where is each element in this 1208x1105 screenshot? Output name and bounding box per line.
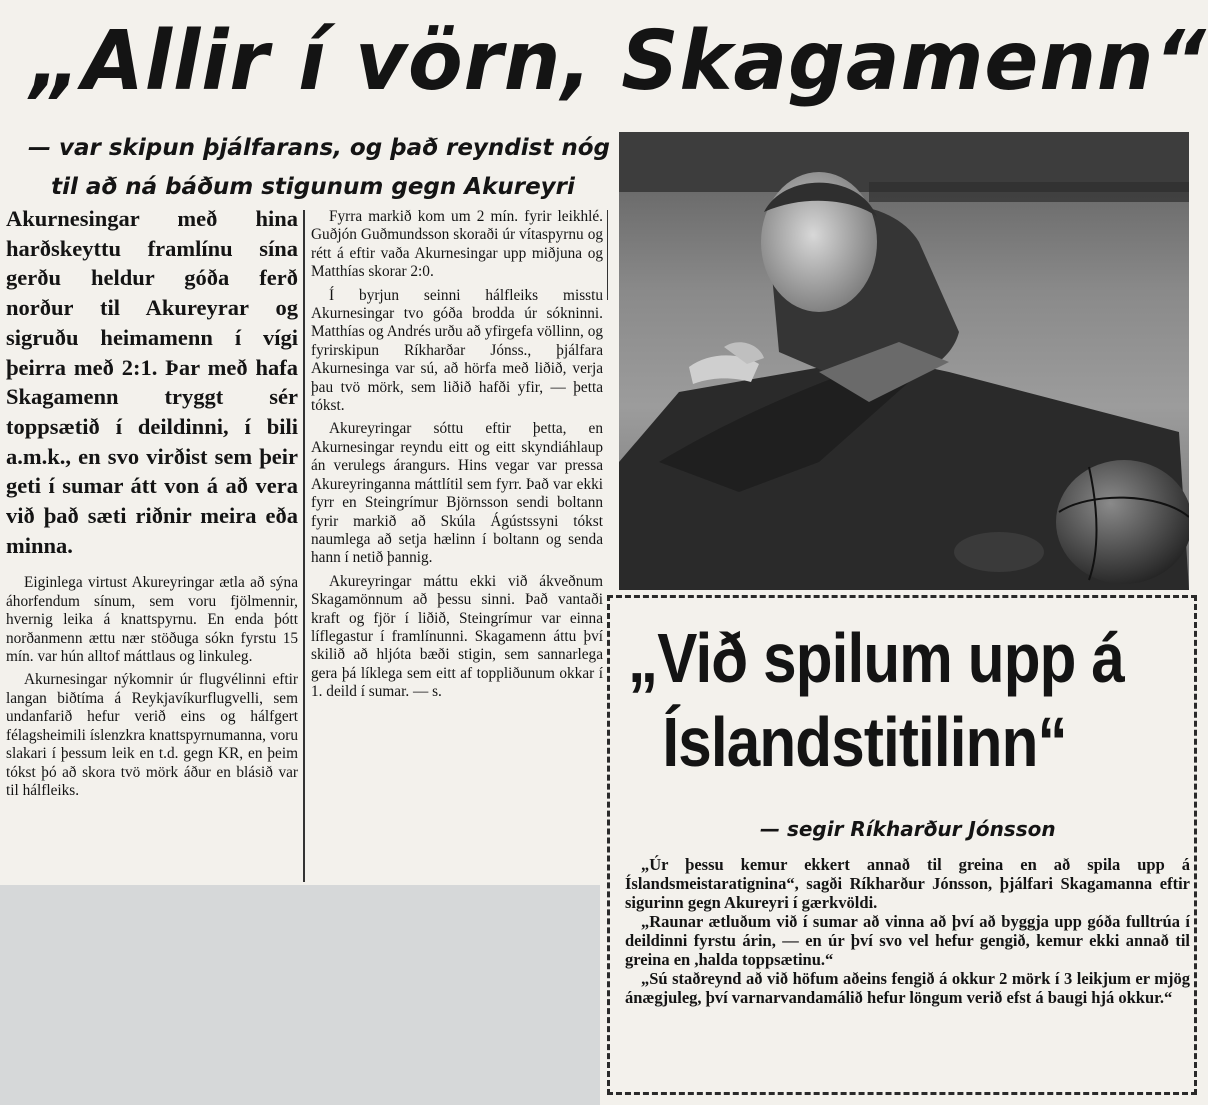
quote-byline: — segir Ríkharður Jónsson — [760, 817, 1056, 841]
subhead-line-2: til að ná báðum stigunum gegn Akureyri — [51, 174, 575, 200]
quote-box — [607, 595, 1197, 1095]
quote-paragraph: „Úr þessu kemur ekkert annað til greina en að spila upp á Íslandsmeistaratignina“, sagði Ríkharður Jónsson, þjálfari Skagamanna eftir sigurinn gegn Akureyri í gærkvöldi. — [625, 855, 1190, 912]
column-rule — [303, 210, 305, 882]
lead-paragraph: Akurnesingar með hina harðskeyttu framlínu sína gerðu heldur góða ferð norður til Akureyrar og sigruðu heimamenn í vígi þeirra með 2:1. Þar með hafa Skagamenn tryggt sér toppsætið í deildinni, í bili a.m.k., en svo virðist sem þeir geti í sumar átt von á að vera við það sæti riðnir meira eða minna. — [6, 206, 298, 558]
quote-headline — [628, 616, 1125, 784]
body-paragraph: Akureyringar sóttu eftir þetta, en Akurnesingar reyndu eitt og eitt skyndiáhlaup án verulegs árangurs. Hins vegar var pressa Akureyringanna máttlítil sem fyrr. Það var ekki fyrr en Steingrímur Björnsson sendi boltann fyrir markið að Skúla Ágústssyni tókst naumlega að setja hælinn í boltann og senda hann í netið þannig. — [311, 420, 603, 567]
quote-headline-line-1: „Við spilum upp á — [628, 619, 1125, 697]
body-paragraph: Eiginlega virtust Akureyringar ætla að sýna áhorfendum sínum, sem voru fjölmennir, hvernig leika á knattspyrnu. En enda þótt norðanmenn ættu nær stöðuga sókn fyrstu 15 mín. var hún alltof máttlaus og linkuleg. — [6, 574, 298, 666]
article-column-1 — [6, 204, 298, 800]
quote-body — [625, 855, 1190, 1007]
headline: „Allir í vörn, Skagamenn“ — [30, 14, 1207, 109]
body-paragraph: Akurnesingar nýkomnir úr flugvélinni eftir langan biðtíma á Reykjavíkurflugvelli, sem undanfarið hefur verið eins og hálfgert félagsheimili íslenzkra knattspyrnumanna, voru slakari í þessum leik en t.d. gegn KR, en þeim tókst þó að skora tvö mörk áður en blásið var til hálfleiks. — [6, 671, 298, 799]
body-paragraph: Akureyringar máttu ekki við ákveðnum Skagamönnum að þessu sinni. Það vantaði kraft og fjör í liðið, Steingrímur var einna líflegastur í framlínunni. Skagamenn áttu því skilið að hljóta bæði stigin, sem sannarlega gera þá líklega sem eitt af toppliðunum okkar í 1. deild í sumar. — s. — [311, 572, 603, 701]
coach-photo-image — [619, 132, 1189, 590]
coach-photo — [619, 132, 1189, 590]
quote-paragraph: „Sú staðreynd að við höfum aðeins fengið á okkur 2 mörk í 3 leikjum er mjög ánægjuleg, því varnarvandamálið hefur löngum verið efst á baugi hjá okkur.“ — [625, 969, 1190, 1007]
body-paragraph: Fyrra markið kom um 2 mín. fyrir leikhlé. Guðjón Guðmundsson skoraði úr vítaspyrnu og rétt á eftir vaða Akurnesingar upp miðjuna og Matthías skorar 2:0. — [311, 208, 603, 281]
quote-paragraph: „Raunar ætluðum við í sumar að vinna að því að byggja upp góða fulltrúa í deildinni fyrstu árin, — en úr því svo vel hefur gengið, kemur ekki annað til greina en ,halda toppsætinu.“ — [625, 912, 1190, 969]
article-column-2 — [311, 208, 603, 702]
column-rule — [607, 210, 608, 300]
body-paragraph: Í byrjun seinni hálfleiks misstu Akurnesingar tvo góða brodda úr sókninni. Matthías og Andrés urðu að yfirgefa völlinn, og fyrirskipun Ríkharðar Jónss., þjálfara Akurnesinga var sú, að hörfa með liðið, verja þau tvö mörk, sem liðið hafði yfir, — þetta tókst. — [311, 286, 604, 415]
quote-headline-line-2: Íslandstitilinn“ — [662, 703, 1067, 781]
subhead-line-1: — var skipun þjálfarans, og það reyndist nóg — [28, 135, 610, 161]
